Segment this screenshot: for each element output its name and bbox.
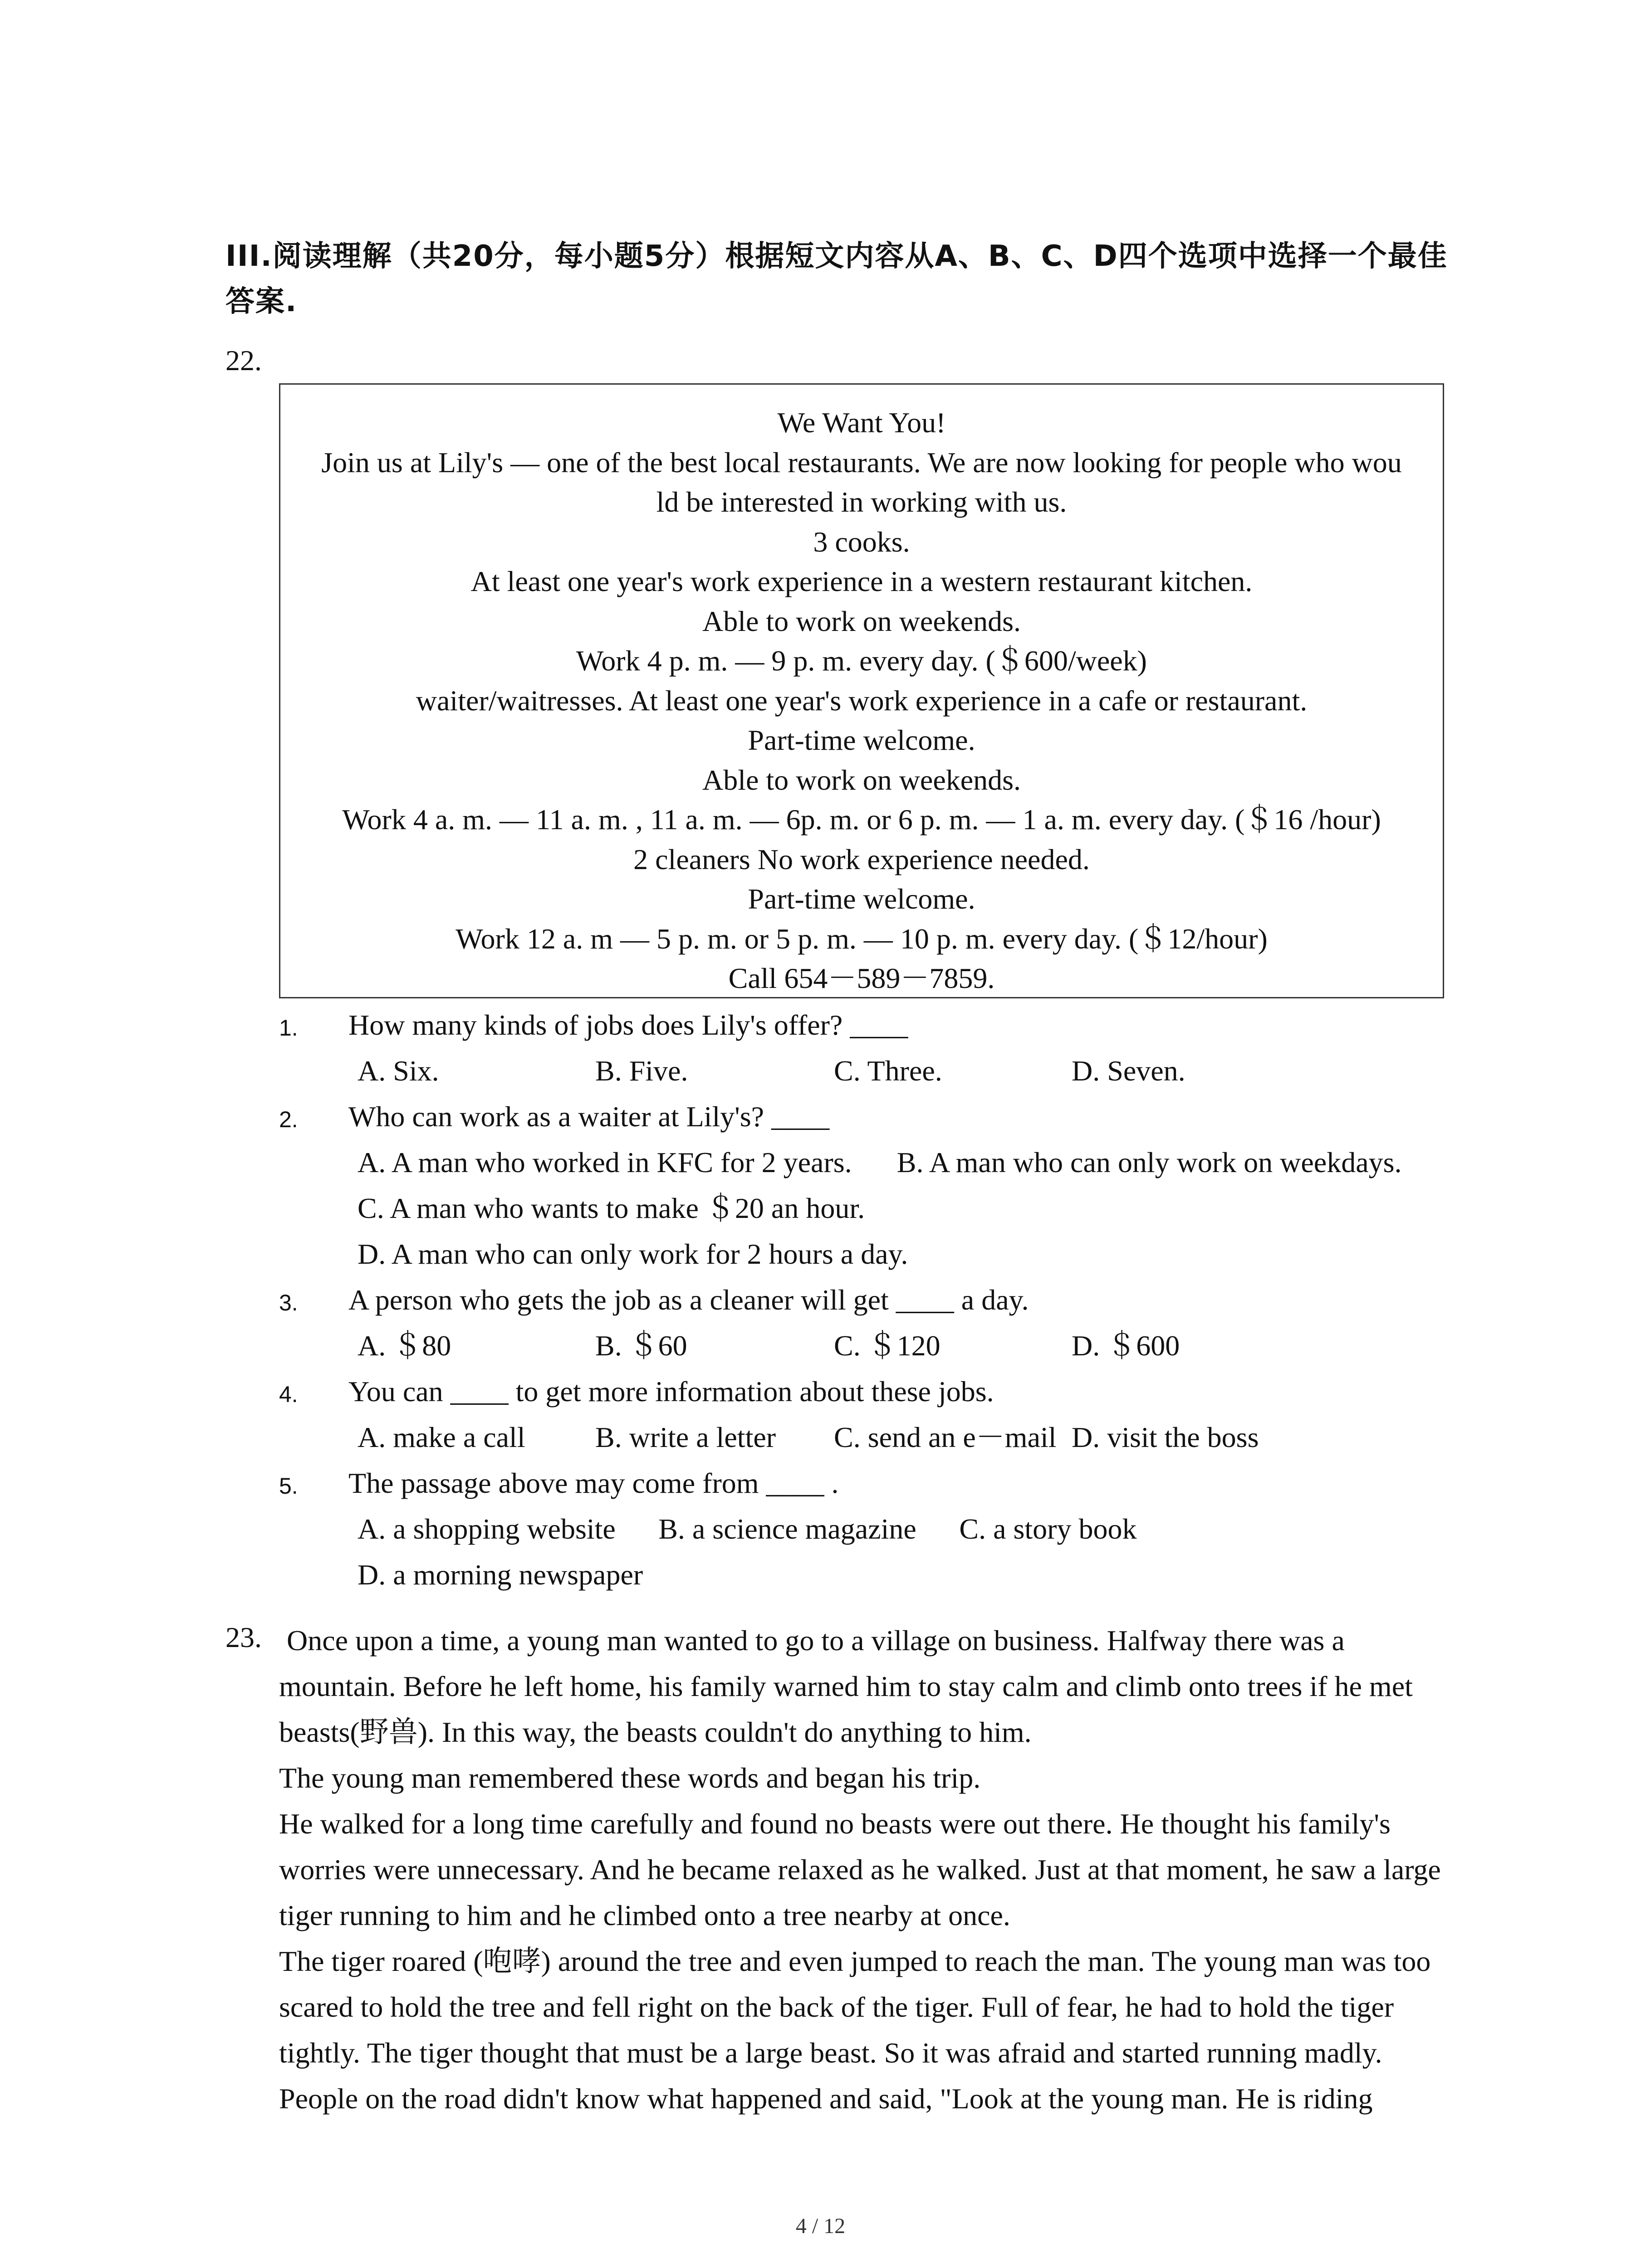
ad-line: Call 654－589－7859. (728, 962, 995, 994)
answer-option[interactable]: D. visit the boss (1072, 1421, 1259, 1453)
subquestion-text: How many kinds of jobs does Lily's offer? ____ (348, 1009, 908, 1041)
answer-option[interactable]: A. ＄80 (358, 1330, 451, 1362)
answer-option[interactable]: C. Three. (834, 1055, 942, 1087)
ad-line: Join us at Lily's — one of the best local restaurants. We are now looking for people who wou (321, 446, 1402, 479)
ad-line: Able to work on weekends. (702, 763, 1021, 796)
section-heading: III.阅读理解（共20分，每小题5分）根据短文内容从A、B、C、D四个选项中选择一个最佳答案. (225, 240, 1448, 318)
job-advertisement-box (279, 383, 1444, 998)
answer-option[interactable]: B. a science magazine (658, 1513, 916, 1545)
answer-option[interactable]: B. Five. (595, 1055, 688, 1087)
ad-line: 3 cooks. (813, 525, 910, 558)
subquestion-number: 3. (279, 1290, 298, 1315)
question-22-number: 22. (225, 344, 262, 376)
ad-line: Able to work on weekends. (702, 605, 1021, 637)
question-23-number: 23. (225, 1621, 262, 1653)
passage-paragraph: mountain. Before he left home, his family warned him to stay calm and climb onto trees if he met beasts(野兽). In this way, the beasts couldn't do anything to him. (279, 1670, 1413, 1748)
advertisement-text (280, 403, 1443, 998)
answer-option[interactable]: C. send an e－mail (834, 1421, 1057, 1453)
answer-option[interactable]: C. a story book (959, 1513, 1137, 1545)
subquestion-text: You can ____ to get more information about these jobs. (348, 1375, 994, 1408)
subquestion-text: Who can work as a waiter at Lily's? ____ (348, 1100, 830, 1133)
subquestion-number: 2. (279, 1107, 298, 1132)
passage-paragraph: He walked for a long time carefully and found no beasts were out there. He thought his family's worries were unnecessary. And he became relaxed as he walked. Just at that moment, he saw a large tiger running to him and he climbed onto a tree nearby at once. (279, 1808, 1441, 1931)
answer-option[interactable]: A. Six. (358, 1055, 439, 1087)
answer-option[interactable]: A. a shopping website (358, 1513, 616, 1545)
answer-option[interactable]: A. A man who worked in KFC for 2 years. (358, 1146, 852, 1178)
answer-option[interactable]: C. A man who wants to make ＄20 an hour. (358, 1192, 865, 1224)
subquestion-text: A person who gets the job as a cleaner will get ____ a day. (348, 1284, 1029, 1316)
ad-line: At least one year's work experience in a western restaurant kitchen. (470, 565, 1253, 597)
ad-line: Work 12 a. m — 5 p. m. or 5 p. m. — 10 p. m. every day. (＄12/hour) (456, 922, 1268, 955)
page-number: 4 / 12 (795, 2214, 846, 2238)
answer-option[interactable]: B. ＄60 (595, 1330, 687, 1362)
answer-option[interactable]: A. make a call (358, 1421, 525, 1453)
answer-option[interactable]: B. write a letter (595, 1421, 776, 1453)
reading-passage (279, 1663, 1450, 2121)
answer-option[interactable]: D. A man who can only work for 2 hours a day. (358, 1238, 908, 1270)
ad-line: Work 4 a. m. — 11 a. m. , 11 a. m. — 6p. m. or 6 p. m. — 1 a. m. every day. (＄16 /hour) (342, 803, 1381, 836)
answer-option[interactable]: C. ＄120 (834, 1330, 941, 1362)
passage-paragraph: The tiger roared (咆哮) around the tree and even jumped to reach the man. The young man was too scared to hold the tree and fell right on the back of the tiger. Full of fear, he had to hold the tiger tightly. The tiger thought that must be a large beast. So it was afraid and started running madly. (279, 1945, 1431, 2069)
ad-line: waiter/waitresses. At least one year's work experience in a cafe or restaurant. (416, 684, 1308, 717)
answer-option[interactable]: B. A man who can only work on weekdays. (896, 1146, 1402, 1178)
ad-line: Part-time welcome. (748, 883, 975, 915)
subquestion-number: 5. (279, 1473, 298, 1499)
ad-line: Work 4 p. m. — 9 p. m. every day. (＄600/week) (576, 645, 1147, 677)
answer-option[interactable]: D. ＄600 (1072, 1330, 1180, 1362)
passage-paragraph: The young man remembered these words and began his trip. (279, 1762, 981, 1794)
passage-first-line: Once upon a time, a young man wanted to go to a village on business. Halfway there was a (287, 1624, 1345, 1657)
answer-option[interactable]: D. a morning newspaper (358, 1559, 643, 1591)
subquestion-number: 1. (279, 1015, 298, 1041)
subquestion-text: The passage above may come from ____ . (348, 1467, 839, 1499)
ad-line: Part-time welcome. (748, 724, 975, 756)
ad-line: 2 cleaners No work experience needed. (633, 843, 1090, 875)
ad-line: ld be interested in working with us. (656, 486, 1067, 518)
passage-paragraph: People on the road didn't know what happened and said, "Look at the young man. He is riding (279, 2082, 1373, 2115)
ad-title: We Want You! (777, 406, 946, 439)
answer-option[interactable]: D. Seven. (1072, 1055, 1185, 1087)
subquestion-number: 4. (279, 1382, 298, 1407)
